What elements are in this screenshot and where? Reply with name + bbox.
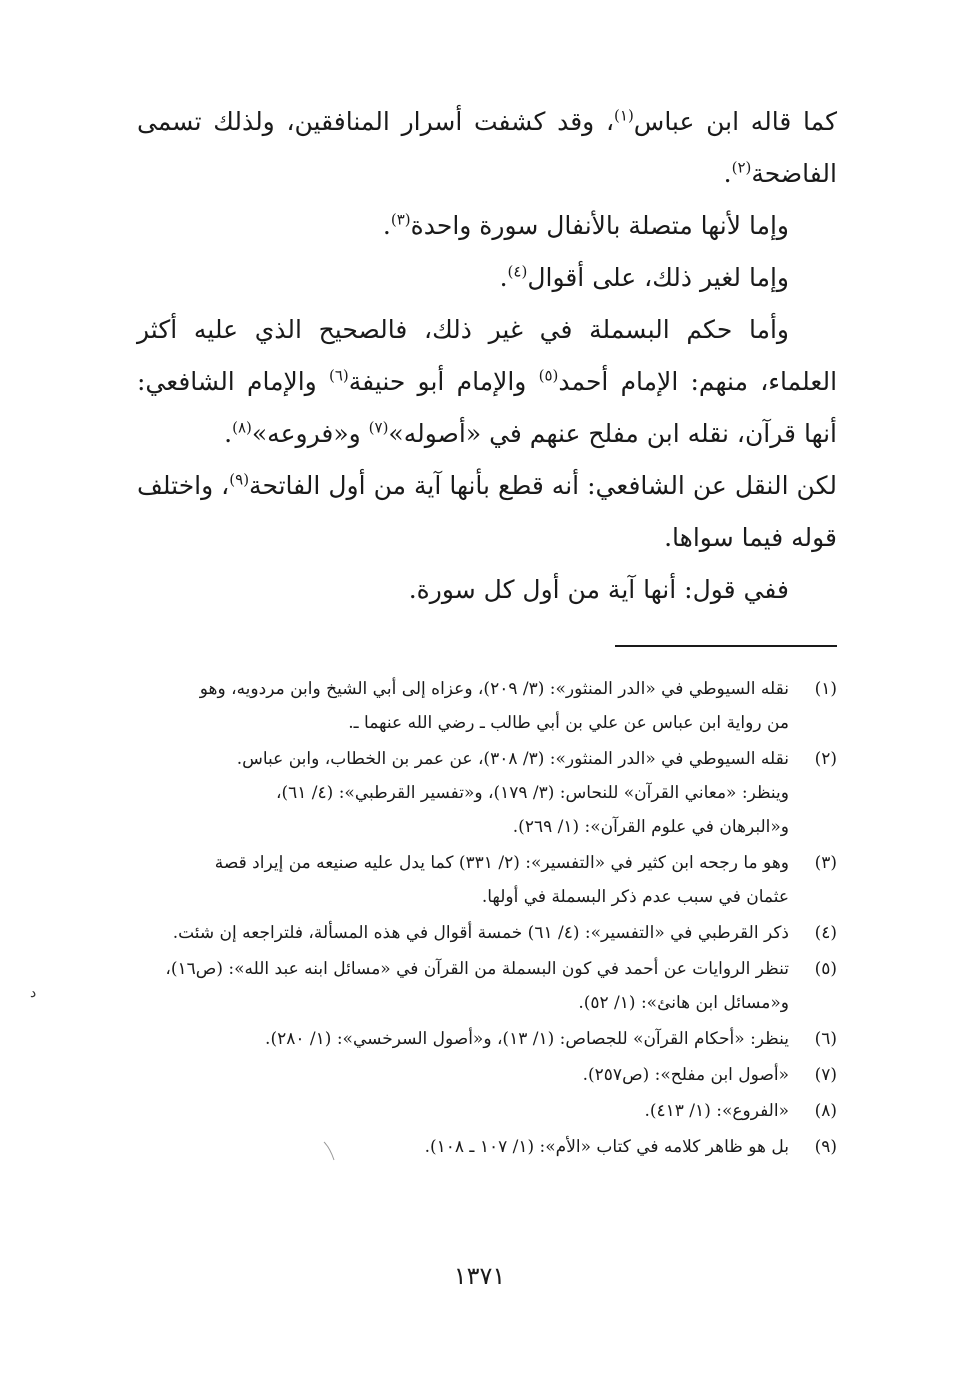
footnote-number: (٨)	[814, 1101, 837, 1121]
text-run: و«فروعه»	[251, 419, 369, 448]
paragraph-1	[137, 96, 837, 200]
footnote-3	[125, 846, 837, 914]
paragraph-5	[137, 460, 837, 564]
footnote-line: ينظر: «أحكام القرآن» للجصاص: (١/ ١٣)، و«أصول السرخسي»: (١/ ٢٨٠).	[265, 1029, 789, 1049]
margin-mark: د	[30, 985, 37, 1001]
footnote-6	[125, 1022, 837, 1056]
footnote-ref-6: (٦)	[328, 366, 349, 385]
footnote-line: «الفروع»: (١/ ٤١٣).	[644, 1101, 789, 1121]
footnote-ref-5: (٥)	[538, 366, 559, 385]
text-run: كما قاله ابن عباس	[633, 107, 837, 136]
footnote-number: (٢)	[814, 749, 837, 769]
footnote-line: عثمان في سبب عدم ذكر البسملة في أولها.	[481, 887, 789, 907]
text-run: وإما لأنها متصلة بالأنفال سورة واحدة	[410, 211, 789, 240]
text-run: .	[723, 159, 732, 188]
footnote-ref-9: (٩)	[229, 470, 250, 489]
footnote-line: «أصول ابن مفلح»: (ص٢٥٧).	[582, 1065, 789, 1085]
footnote-1	[125, 672, 837, 740]
footnote-2	[125, 742, 837, 844]
footnote-line: ذكر القرطبي في «التفسير»: (٤/ ٦١) خمسة أقوال في هذه المسألة، فلتراجعه إن شئت.	[172, 923, 789, 943]
text-run: .	[382, 211, 391, 240]
footnote-line: و«مسائل ابن هانئ»: (١/ ٥٢).	[578, 993, 789, 1013]
footnote-line: بل هو ظاهر كلامه في كتاب «الأم»: (١/ ١٠٧ ـ ١٠٨).	[424, 1137, 789, 1157]
footnote-ref-7: (٧)	[368, 418, 389, 437]
text-run: وإما لغير ذلك، على أقوال	[527, 263, 789, 292]
text-run: .	[224, 419, 233, 448]
footnote-line: وهو ما رجحه ابن كثير في «التفسير»: (٢/ ٣٣١) كما يدل عليه صنيعه من إيراد قصة	[214, 853, 789, 873]
footnote-number: (٥)	[814, 959, 837, 979]
footnote-5	[125, 952, 837, 1020]
paragraph-4	[137, 304, 837, 460]
page-number: ١٣٧١	[453, 1262, 506, 1290]
footnotes	[125, 672, 837, 1166]
text-run: والإمام الشافعي: أنها قرآن، نقله ابن مفلح عنهم في «أصوله»	[137, 367, 837, 448]
text-run: والإمام أبو حنيفة	[348, 367, 539, 396]
footnote-number: (٩)	[814, 1137, 837, 1157]
footnote-line: و«البرهان في علوم القرآن»: (١/ ٢٦٩).	[512, 817, 789, 837]
text-run: ، وقد كشفت أسرار المنافقين، ولذلك تسمى الفاضحة	[137, 107, 837, 188]
footnote-ref-8: (٨)	[232, 418, 252, 437]
text-run: ففي قول: أنها آية من أول كل سورة.	[408, 575, 789, 604]
text-run: وأما حكم البسملة في غير ذلك، فالصحيح الذي عليه أكثر العلماء، منهم: الإمام أحمد	[137, 315, 838, 396]
footnote-line: نقله السيوطي في «الدر المنثور»: (٣/ ٣٠٨)، عن عمر بن الخطاب، وابن عباس.	[236, 749, 789, 769]
paragraph-6	[137, 564, 837, 616]
footnote-separator	[615, 645, 837, 647]
paragraph-3	[137, 252, 837, 304]
footnote-line: نقله السيوطي في «الدر المنثور»: (٣/ ٢٠٩)، وعزاه إلى أبي الشيخ وابن مردويه، وهو	[199, 679, 789, 699]
text-run: ، واختلف قوله فيما سواها.	[137, 471, 837, 552]
footnote-8	[125, 1094, 837, 1128]
footnote-ref-4: (٤)	[507, 262, 528, 281]
footnote-7	[125, 1058, 837, 1092]
text-run: لكن النقل عن الشافعي: أنه قطع بأنها آية من أول الفاتحة	[249, 471, 838, 500]
footnote-number: (٦)	[814, 1029, 837, 1049]
footnote-ref-1: (١)	[614, 106, 634, 125]
footnote-ref-2: (٢)	[731, 158, 752, 177]
text-run: .	[499, 263, 508, 292]
footnote-9	[125, 1130, 837, 1164]
footnote-line: تنظر الروايات عن أحمد في كون البسملة من القرآن في «مسائل ابنه عبد الله»: (ص١٦)،	[165, 959, 789, 979]
footnote-number: (٧)	[814, 1065, 837, 1085]
paragraph-2	[137, 200, 837, 252]
stray-pen-mark	[322, 1140, 336, 1162]
footnote-ref-3: (٣)	[390, 210, 411, 229]
main-text	[137, 96, 837, 616]
footnote-number: (٤)	[814, 923, 837, 943]
footnote-number: (١)	[814, 679, 837, 699]
footnote-line: من رواية ابن عباس عن علي بن أبي طالب ـ رضي الله عنهما ـ.	[348, 713, 789, 733]
footnote-number: (٣)	[814, 853, 837, 873]
footnote-4	[125, 916, 837, 950]
footnote-line: وينظر: «معاني القرآن» للنحاس: (٣/ ١٧٩)، و«تفسير القرطبي»: (٤/ ٦١)،	[275, 783, 789, 803]
